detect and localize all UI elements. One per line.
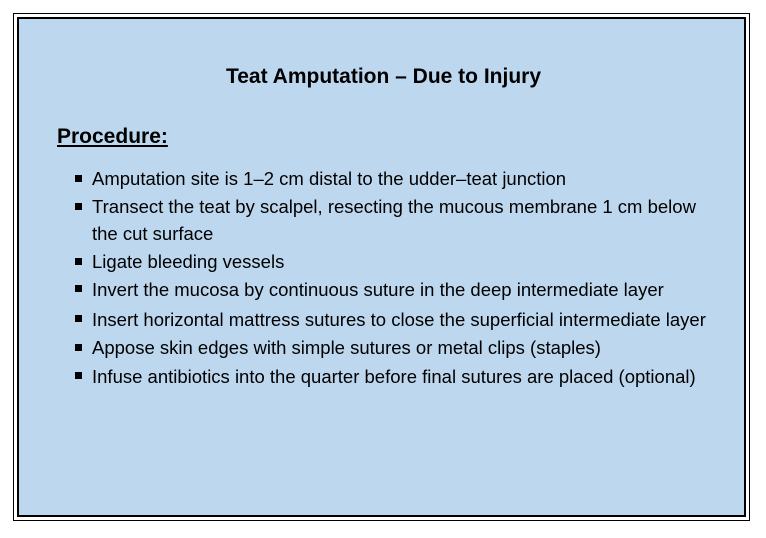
list-item	[74, 362, 714, 392]
square-bullet-icon	[75, 175, 82, 182]
step-text: Amputation site is 1–2 cm distal to the udder–teat junction	[92, 168, 567, 189]
square-bullet-icon	[75, 258, 82, 265]
step-text: Transect the teat by scalpel, resecting the mucous membrane 1 cm below the cut surface	[92, 195, 696, 244]
section-heading: Procedure:	[57, 125, 168, 148]
square-bullet-icon	[75, 203, 82, 210]
step-text: Appose skin edges with simple sutures or metal clips (staples)	[92, 337, 601, 358]
square-bullet-icon	[75, 344, 82, 351]
square-bullet-icon	[75, 285, 82, 292]
list-item	[74, 275, 714, 305]
procedure-panel	[17, 17, 746, 517]
step-text: Invert the mucosa by continuous suture in the deep intermediate layer	[92, 279, 664, 300]
step-text: Insert horizontal mattress sutures to close the superficial intermediate layer	[92, 308, 706, 330]
page-title: Teat Amputation – Due to Injury	[225, 65, 541, 88]
list-item	[74, 305, 714, 335]
list-item	[74, 193, 714, 248]
procedure-steps-list	[74, 165, 714, 391]
square-bullet-icon	[75, 372, 82, 379]
list-item	[74, 334, 714, 362]
list-item	[74, 248, 714, 276]
step-text: Infuse antibiotics into the quarter before final sutures are placed (optional)	[92, 365, 696, 387]
list-item	[74, 165, 714, 193]
square-bullet-icon	[75, 315, 82, 322]
step-text: Ligate bleeding vessels	[92, 250, 285, 272]
